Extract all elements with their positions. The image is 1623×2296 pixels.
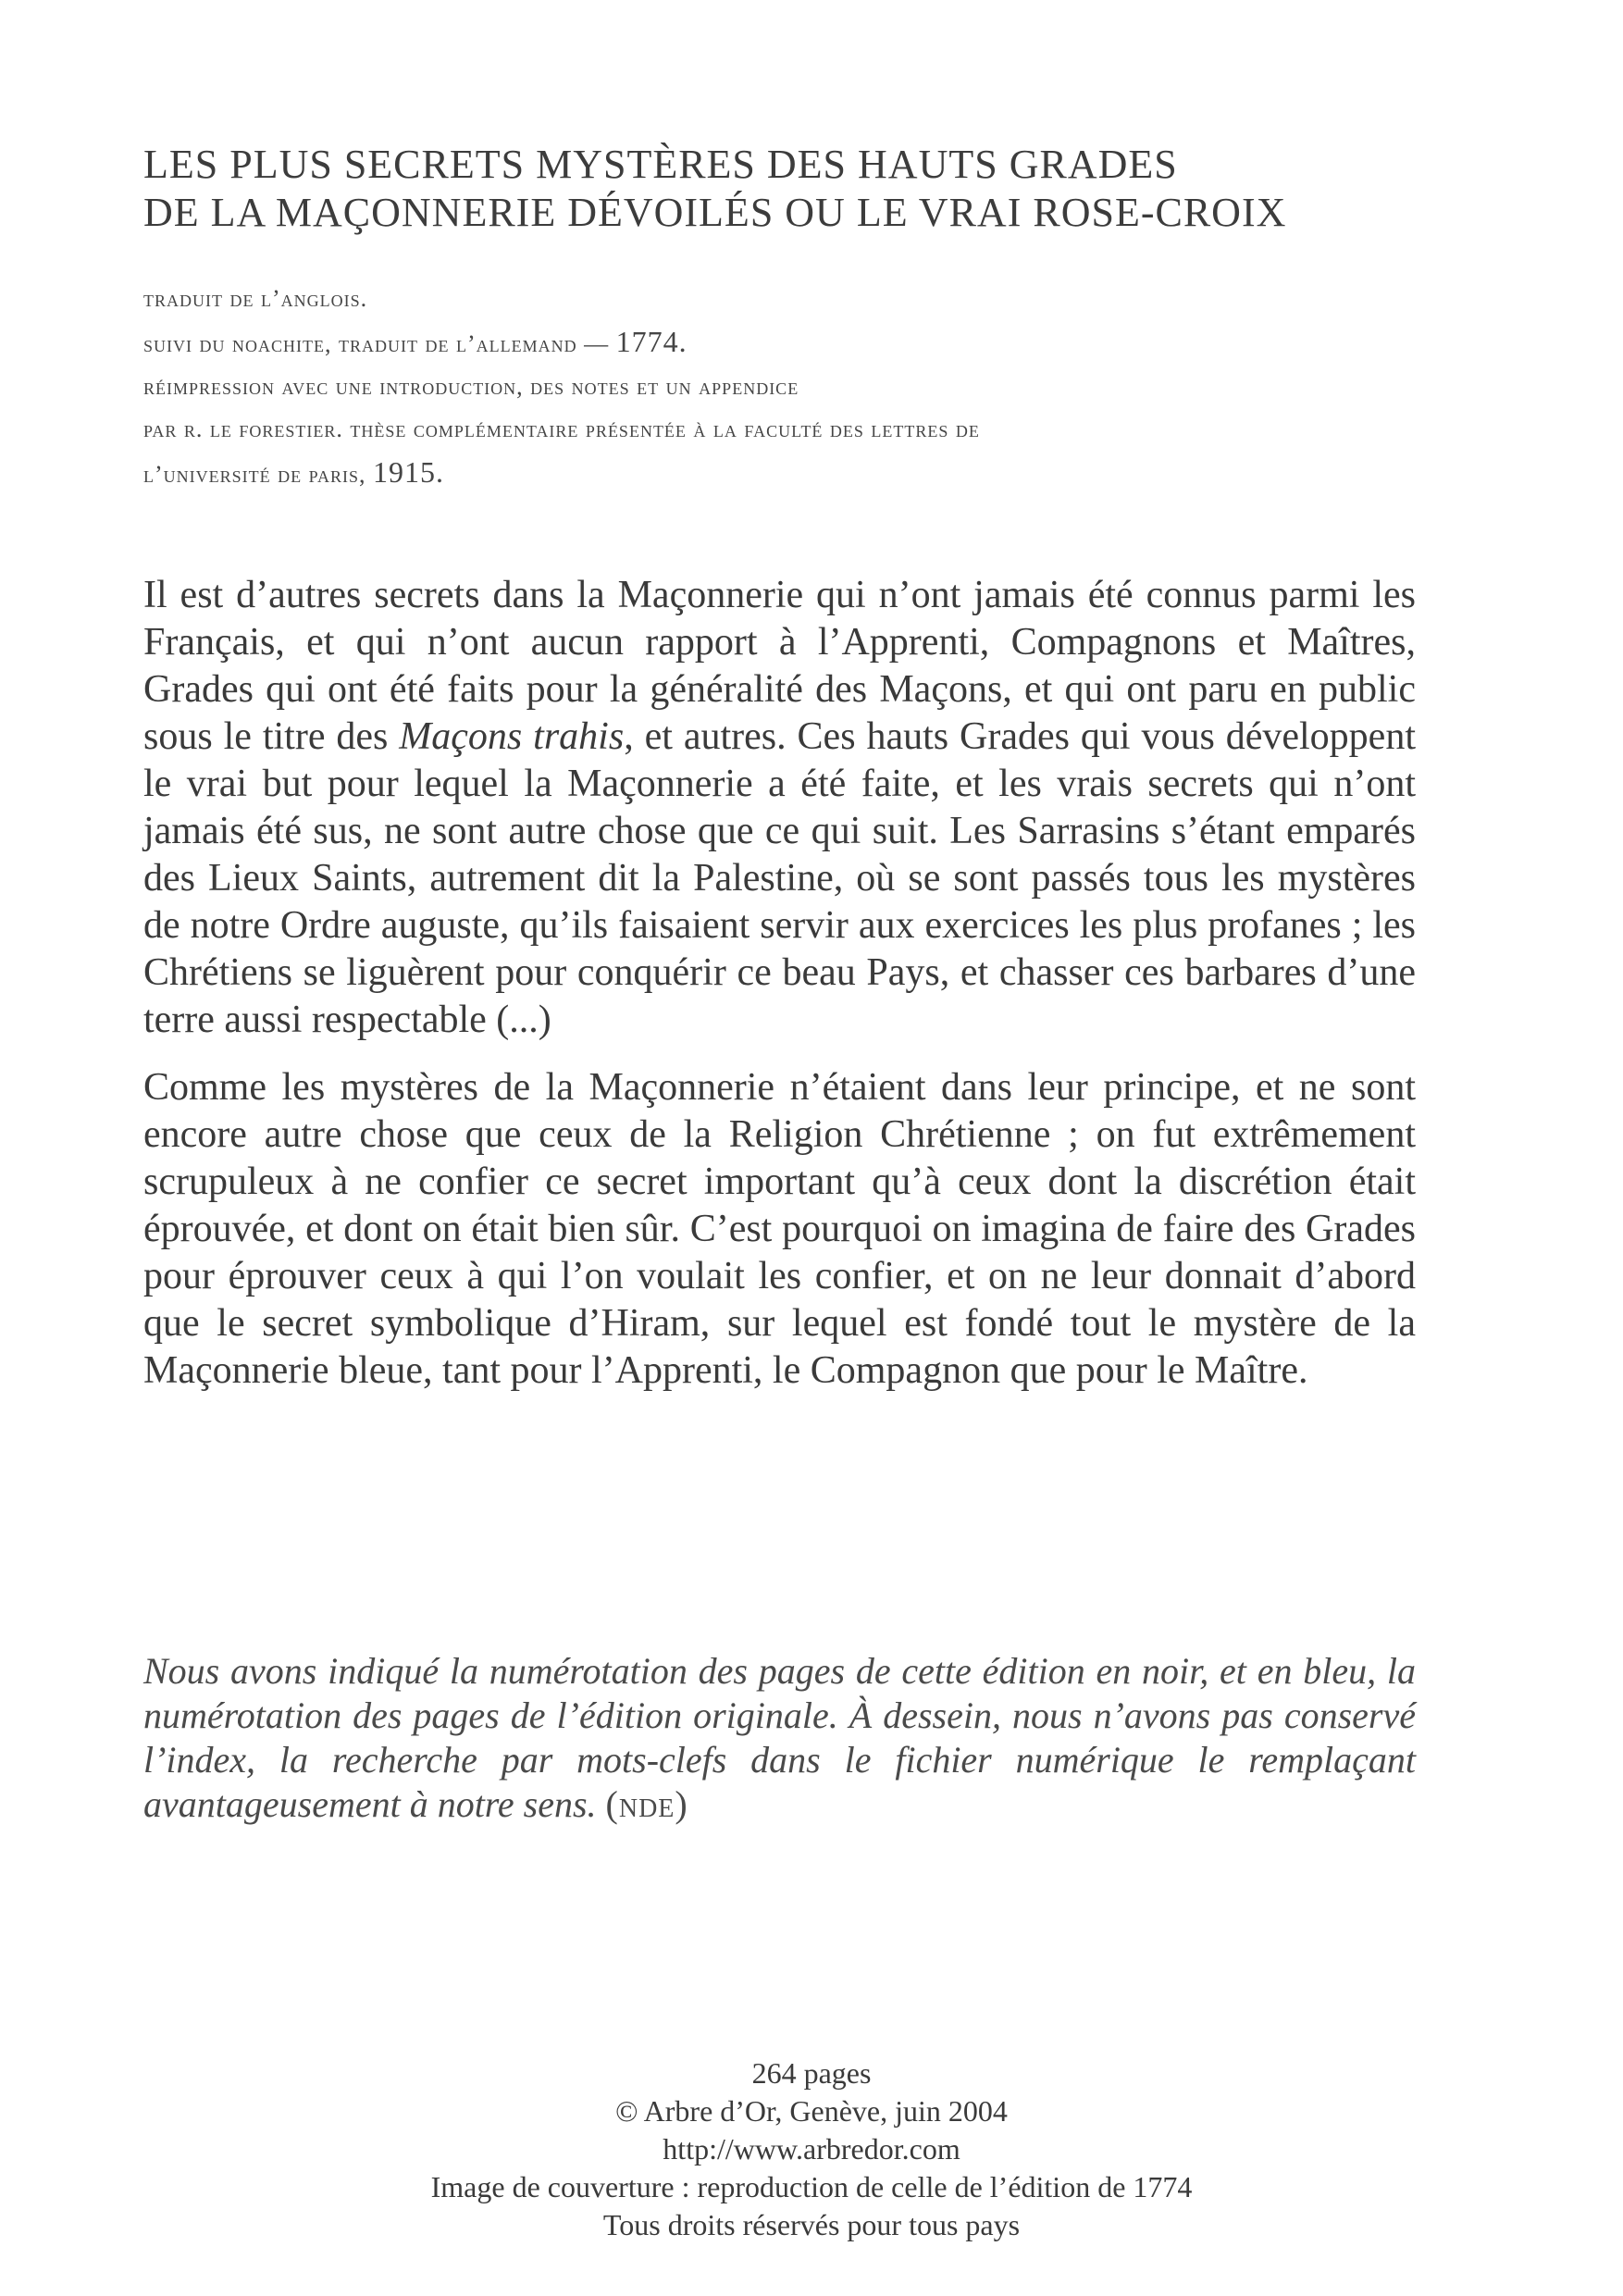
colophon-pages: 264 pages [751, 2056, 872, 2090]
subtitle-line-3: réimpression avec une introduction, des notes et un appendice [143, 373, 799, 400]
colophon-cover-credit: Image de couverture : reproduction de celle de l’édition de 1774 [430, 2170, 1193, 2203]
subtitle-year-1774: 1774 [615, 325, 679, 358]
subtitle-line-2-end: . [678, 325, 688, 358]
subtitle-line-5-end: . [436, 455, 445, 489]
excerpt-paragraph-2: Comme les mystères de la Maçonnerie n’étaient dans leur principe, et ne sont encore autre chose que ceux de la Religion Chrétienne ; on fut extrêmement scrupuleux à ne confier ce secret important qu’à ceux dont la discrétion était éprouvée, et dont on était bien sûr. C’est pourquoi on imagina de faire des Grades pour éprouver ceux à qui l’on voulait les confier, et on ne leur donnait d’abord que le secret symbolique d’Hiram, sur lequel est fondé tout le mystère de la Maçonnerie bleue, tant pour l’Apprenti, le Compagnon que pour le Maître. [143, 1066, 1416, 1392]
colophon-url: http://www.arbredor.com [663, 2132, 960, 2166]
subtitle-line-5-text: l’université de paris, [143, 461, 374, 488]
subtitle-year-1915: 1915 [373, 455, 437, 489]
editor-note-tag: (nde) [605, 1783, 688, 1825]
subtitle-line-2-text: suivi du noachite, traduit de l’allemand — [143, 330, 616, 357]
excerpt-body [143, 572, 1416, 1415]
title-line-1: LES PLUS SECRETS MYSTÈRES DES HAUTS GRADES [143, 142, 1178, 187]
colophon-copyright: © Arbre d’Or, Genève, juin 2004 [615, 2094, 1008, 2128]
colophon [0, 2054, 1623, 2244]
excerpt-p1-part-b: , et autres. Ces hauts Grades qui vous développent le vrai but pour lequel la Maçonnerie a été faite, et les vrais secrets qui n’ont jamais été sus, ne sont autre chose que ce qui suit. Les Sarrasins s’étant emparés des Lieux Saints, autrement dit la Palestine, où se sont passés tous les mystères de notre Ordre auguste, qu’ils faisaient servir aux exercices les plus profanes ; les Chrétiens se liguèrent pour conquérir ce beau Pays, et chasser ces barbares d’une terre aussi respectable (...) [143, 715, 1416, 1041]
book-title [143, 141, 1485, 237]
title-line-2: DE LA MAÇONNERIE DÉVOILÉS OU LE VRAI ROSE-CROIX [143, 190, 1287, 235]
excerpt-p1-part-a: Il est d’autres secrets dans la Maçonnerie qui n’ont jamais été connus parmi les Français, et qui n’ont aucun rapport à l’Apprenti, Compagnons et Maîtres, Grades qui ont été faits pour la généralité des Maçons, et qui ont paru en public sous le titre des [143, 574, 1416, 758]
editor-note [143, 1649, 1416, 1827]
subtitle-block [143, 278, 1485, 496]
colophon-rights: Tous droits réservés pour tous pays [602, 2208, 1021, 2241]
subtitle-line-4: par r. le forestier. thèse complémentaire présentée à la faculté des lettres de [143, 416, 980, 442]
editor-note-text: Nous avons indiqué la numérotation des pages de cette édition en noir, et en bleu, la numérotation des pages de l’édition originale. À dessein, nous n’avons pas conservé l’index, la recherche par mots-clefs dans le fichier numérique le remplaçant avantageusement à notre sens. [143, 1650, 1416, 1825]
subtitle-line-5 [143, 451, 1485, 496]
subtitle-line-2 [143, 320, 1485, 366]
excerpt-p1-italic-title: Maçons trahis [399, 715, 625, 758]
excerpt-paragraph-1 [143, 572, 1416, 1044]
subtitle-line-1: traduit de l’anglois. [143, 285, 368, 312]
